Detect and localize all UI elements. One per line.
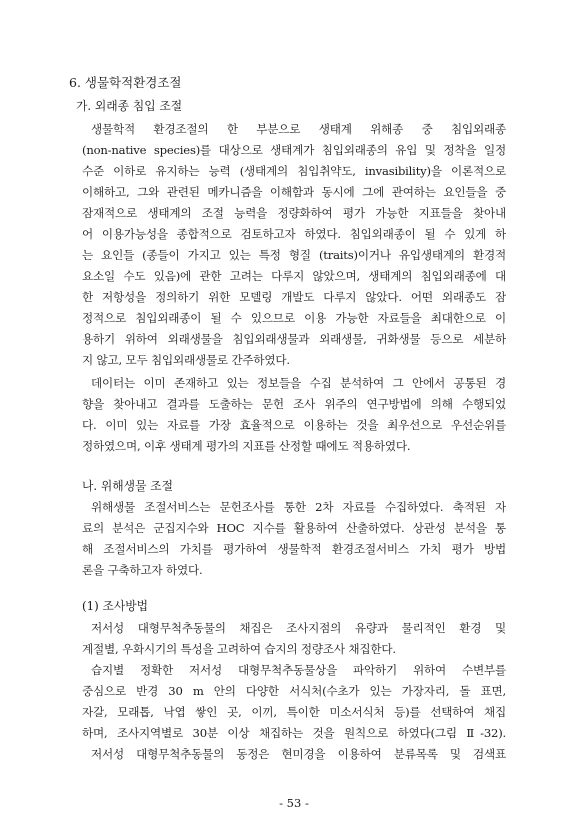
paragraph-line: 저서성 대형무척추동물의 채집은 조사지점의 유량과 물리적인 환경 및 (91, 621, 506, 635)
paragraph-line: 용하기 위하여 외래생물을 침입외래생물과 외래생물, 귀화생물 등으로 세분하 (82, 332, 506, 346)
paragraph-line: 수준 이하로 유지하는 능력 (생태계의 침입취약도, invasibility)을 이론적으로 (82, 164, 506, 178)
paragraph-line: 향을 찾아내고 결과를 도출하는 문헌 조사 위주의 연구방법에 의해 수행되었 (82, 397, 506, 411)
paragraph-line: 한 저항성을 정의하기 위한 모델링 개발도 다루지 않았다. 어떤 외래종도 잠 (82, 290, 506, 304)
paragraph-line: 잠재적으로 생태계의 조절 능력을 정량화하여 평가 가능한 지표들을 찾아내 (82, 206, 506, 220)
paragraph-line: 습지별 정확한 저서성 대형무척추동물상을 파악하기 위하여 수변부를 (91, 663, 506, 677)
paragraph-line: 론을 구축하고자 하였다. (82, 563, 203, 577)
section-title: 6. 생물학적환경조절 (69, 75, 182, 90)
paragraph-line: 다. 이미 있는 자료를 가장 효율적으로 이용하는 것을 최우선으로 우선순위를 (82, 418, 506, 432)
paragraph-line: 중심으로 반경 30 m 안의 다양한 서식처(수초가 있는 가장자리, 돌 표면, (82, 684, 506, 698)
paragraph-line: 료의 분석은 군집지수와 HOC 지수를 활용하여 산출하였다. 상관성 분석을 통 (82, 521, 506, 535)
paragraph-line: 계절별, 우화시기의 특성을 고려하여 습지의 정량조사 채집한다. (82, 642, 396, 656)
paragraph-line: 지 않고, 모두 침입외래생물로 간주하였다. (82, 353, 290, 367)
paragraph-line: 이해하고, 그와 관련된 메카니즘을 이해함과 동시에 그에 관여하는 요인들을 중 (82, 185, 506, 199)
paragraph-line: 자갈, 모래톱, 낙엽 쌓인 곳, 이끼, 특이한 미소서식처 등)를 선택하여 채집 (82, 705, 506, 719)
paragraph-line: 생물학적 환경조절의 한 부분으로 생태계 위해종 중 침입외래종 (91, 122, 506, 136)
paragraph-line: 위해생물 조절서비스는 문헌조사를 통한 2차 자료를 수집하였다. 축적된 자 (91, 500, 506, 514)
paragraph-line: 하며, 조사지역별로 30분 이상 채집하는 것을 원칙으로 하였다(그림 Ⅱ-32). (82, 726, 506, 740)
paragraph-line: 저서성 대형무척추동물의 동정은 현미경을 이용하여 분류목록 및 검색표 (91, 747, 506, 761)
paragraph-line: 요소일 수도 있음)에 관한 고려는 다루지 않았으며, 생태계의 침입외래종에 대 (82, 269, 506, 283)
paragraph-line: 정하였으며, 이후 생태계 평가의 지표를 산정할 때에도 적용하였다. (82, 439, 411, 453)
paragraph-line: 해 조절서비스의 가치를 평가하여 생물학적 환경조절서비스 가치 평가 방법 (82, 542, 506, 556)
paragraph-line: 는 요인들 (종들이 가지고 있는 특정 형질 (traits)이거나 유입생태계의 환경적 (82, 248, 506, 262)
paragraph-line: 정적으로 침입외래종이 될 수 있으므로 이용 가능한 자료들을 최대한으로 이 (82, 311, 506, 325)
paragraph-line: 데이터는 이미 존재하고 있는 정보들을 수집 분석하여 그 안에서 공통된 경 (91, 376, 506, 390)
subsection-b-title: 나. 위해생물 조절 (82, 479, 174, 493)
subsection-a-title: 가. 외래종 침입 조절 (76, 99, 183, 113)
paragraph-line: (non-native species)를 대상으로 생태계가 침입외래종의 유입 및 정착을 일정 (82, 143, 506, 157)
paragraph-line: 어 이용가능성을 종합적으로 검토하고자 하였다. 침입외래종이 될 수 있게 하 (82, 227, 506, 241)
subsection-b1-title: (1) 조사방법 (82, 599, 149, 613)
page-number: - 53 - (279, 796, 309, 810)
